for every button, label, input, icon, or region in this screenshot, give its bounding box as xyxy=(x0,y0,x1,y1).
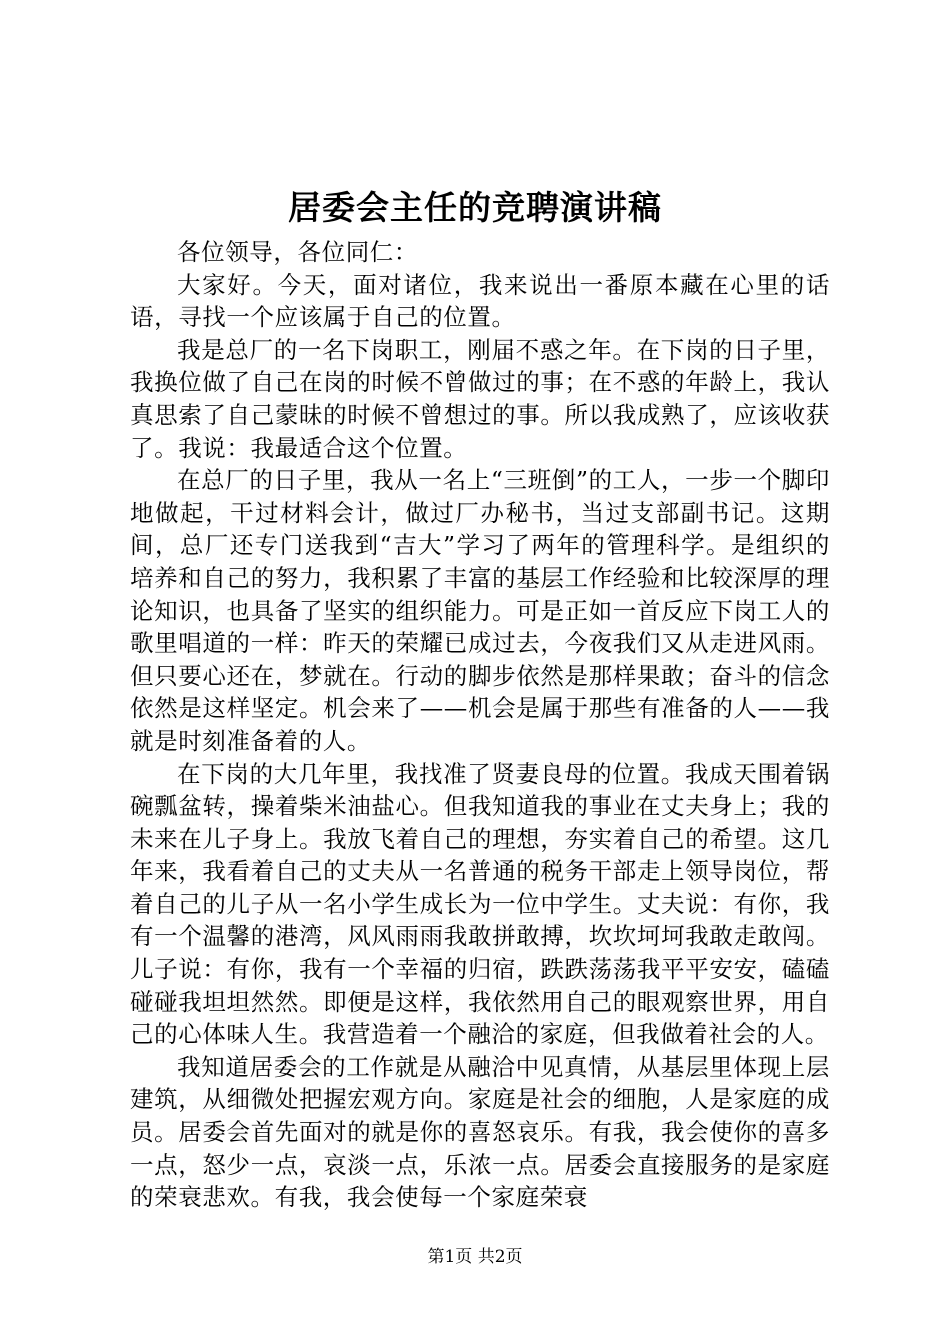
document-body xyxy=(130,236,830,1214)
paragraph-family-life: 在下岗的大几年里，我找准了贤妻良母的位置。我成天围着锅碗瓢盆转，操着柴米油盐心。但我知道我的事业在丈夫身上；我的未来在儿子身上。我放飞着自己的理想，夯实着自己的希望。这几年来，我看着自己的丈夫从一名普通的税务干部走上领导岗位，帮着自己的儿子从一名小学生成长为一位中学生。丈夫说：有你，我有一个温馨的港湾，风风雨雨我敢拼敢搏，坎坎坷坷我敢走敢闯。儿子说：有你，我有一个幸福的归宿，跌跌荡荡我平平安安，磕磕碰碰我坦坦然然。即便是这样，我依然用自己的眼观察世界，用自己的心体味人生。我营造着一个融洽的家庭，但我做着社会的人。 xyxy=(130,759,830,1049)
paragraph-salutation: 各位领导，各位同仁： xyxy=(177,238,418,266)
paragraph-committee-work: 我知道居委会的工作就是从融洽中见真情，从基层里体现上层建筑，从细微处把握宏观方向。家庭是社会的细胞，人是家庭的成员。居委会首先面对的就是你的喜怒哀乐。有我，我会使你的喜多一点，怒少一点，哀淡一点，乐浓一点。居委会直接服务的是家庭的荣衰悲欢。有我，我会使每一个家庭荣衰 xyxy=(130,1052,830,1212)
paragraph-greeting: 大家好。今天，面对诸位，我来说出一番原本藏在心里的话语，寻找一个应该属于自己的位置。 xyxy=(130,270,830,332)
page-number-footer: 第1页 共2页 xyxy=(427,1247,523,1267)
paragraph-work-experience: 在总厂的日子里，我从一名上“三班倒”的工人，一步一个脚印地做起，干过材料会计，做过厂办秘书，当过支部副书记。这期间，总厂还专门送我到“吉大”学习了两年的管理科学。是组织的培养和自己的努力，我积累了丰富的基层工作经验和比较深厚的理论知识，也具备了坚实的组织能力。可是正如一首反应下岗工人的歌里唱道的一样：昨天的荣耀已成过去，今夜我们又从走进风雨。但只要心还在，梦就在。行动的脚步依然是那样果敢；奋斗的信念依然是这样坚定。机会来了——机会是属于那些有准备的人——我就是时刻准备着的人。 xyxy=(130,466,830,755)
document-title: 居委会主任的竞聘演讲稿 xyxy=(288,188,662,227)
paragraph-self-introduction: 我是总厂的一名下岗职工，刚届不惑之年。在下岗的日子里，我换位做了自己在岗的时候不曾做过的事；在不惑的年龄上，我认真思索了自己蒙昧的时候不曾想过的事。所以我成熟了，应该收获了。我说：我最适合这个位置。 xyxy=(130,335,830,462)
